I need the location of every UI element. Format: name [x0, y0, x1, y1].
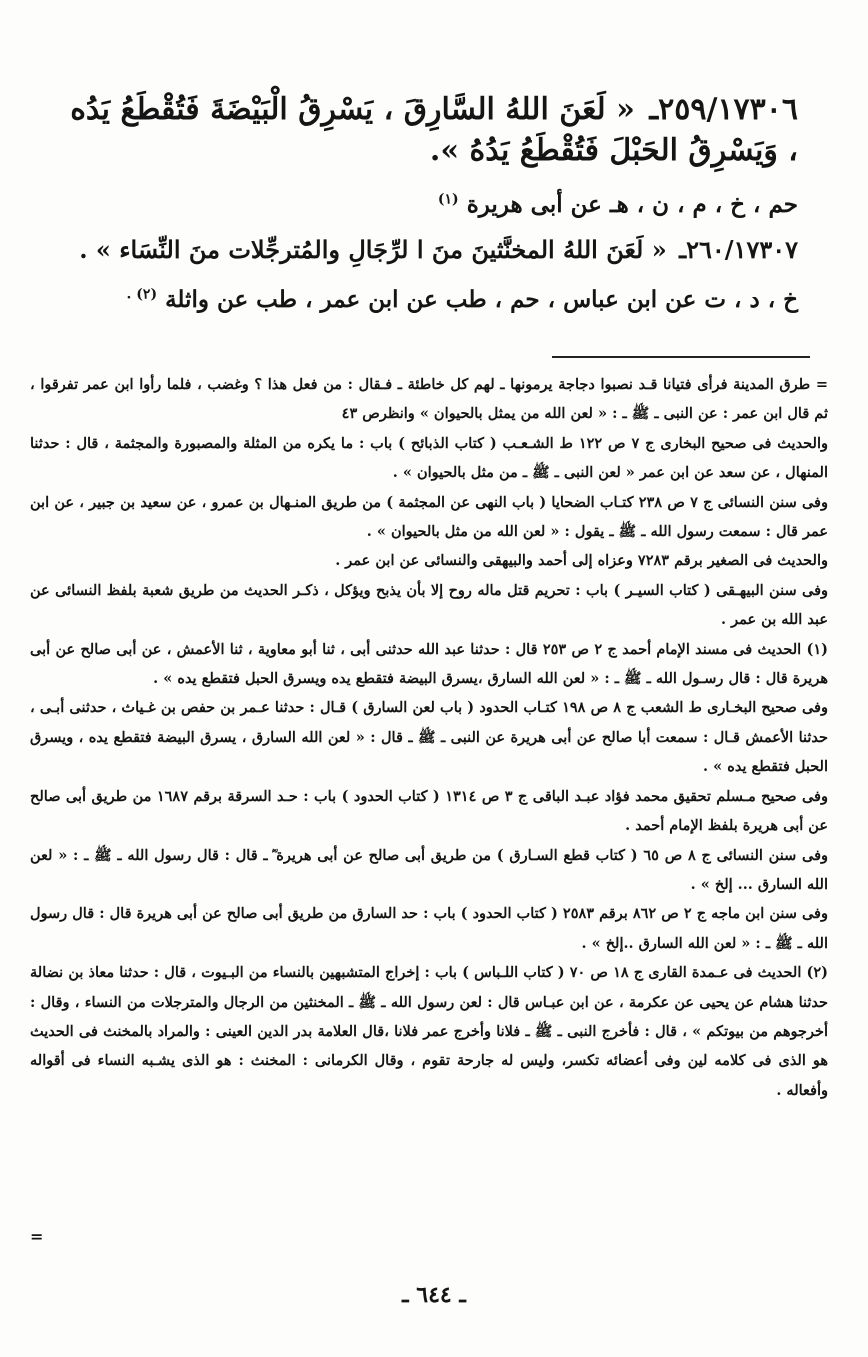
hadith-matn: « لَعَنَ اللهُ المخنَّثينَ منَ ا لرِّجَالِ والمُترجِّلات منَ النِّسَاء » .	[79, 235, 667, 265]
footnote-paragraph: وفى سنن البيهـقى ( كتاب السيـر ) باب : تحريم قتل ماله روح إلا بأن يذبح ويؤكل ، ذكـر الحديث من طريق شعبة بلفظ النسائى عن عبد الله بن عمر .	[30, 581, 828, 629]
footnote-ref: (٢) .	[126, 286, 158, 303]
hadith-source	[70, 189, 798, 220]
hadith-matn: « لَعَنَ اللهُ السَّارِقَ ، يَسْرِقُ الْبَيْضَةَ فَتُقْطَعُ يَدُه ، وَيَسْرِقُ الحَبْلَ فَتُقْطَعُ يَدُهُ ».	[70, 92, 798, 168]
footnote-paragraph: وفى سنن النسائى ج ٨ ص ٦٥ ( كتاب قطع السـارق ) من طريق أبى صالح عن أبى هريرة ؓ ـ قال : قال رسول الله ـ ﷺ ـ : « لعن الله السارق ... إلخ » .	[30, 846, 828, 893]
footnotes	[30, 370, 828, 1105]
source-text: خ ، د ، ت عن ابن عباس ، حم ، طب عن ابن عمر ، طب عن واثلة	[165, 286, 798, 314]
footnote-paragraph: وفى سنن ابن ماجه ج ٢ ص ٨٦٢ برقم ٢٥٨٣ ( كتاب الحدود ) باب : حد السارق من طريق أبى صالح عن أبى هريرة قال : قال رسول الله ـ ﷺ ـ : « لعن الله السارق ..إلخ » .	[30, 905, 828, 952]
hadith-source	[70, 284, 798, 315]
footnote-2: (٢) الحديث فى عـمدة القارى ج ١٨ ص ٧٠ ( كتاب اللـباس ) باب : إخراج المتشبهين بالنساء من البـيوت ، قال : حدثنا معاذ بن نضالة حدثنا هشام عن يحيى عن عكرمة ، عن ابن عبـاس قال : لعن رسول الله ـ ﷺ ـ المخنثين من الرجال والمترجلات من النساء ، وقال : أخرجوهم من بيوتكم » ، قال : فأخرج النبى ـ ﷺ ـ فلانا وأخرج عمر فلانا ،قال العلامة بدر الدين العينى : والمراد بالمخنث فى الحديث هو الذى فى كلامه لين وفى أعضائه تكسر، وليس له جارحة تقوم ، وقال الكرمانى : المخنث : هو الذى يشـبه النساء فى أقواله وأفعاله .	[30, 964, 828, 1099]
footnote-paragraph: وفى سنن النسائى ج ٧ ص ٢٣٨ كتـاب الضحايا ( باب النهى عن المجثمة ) من طريق المنـهال بن عمرو ، عن سعيد بن جبير ، عن ابن عمر قال : سمعت رسول الله ـ ﷺ ـ يقول : « لعن الله من مثل بالحيوان » .	[30, 493, 828, 541]
footnote-continuation: = طرق المدينة فرأى فتيانا قـد نصبوا دجاجة يرمونها ـ لهم كل خاطئة ـ فـقال : من فعل هذا ؟ وغضب ، فلما رأوا ابن عمر تفرقوا ، ثم قال ابن عمر : عن النبى ـ ﷺ ـ : « لعن الله من يمثل بالحيوان » وانظرص ٤٣	[30, 376, 828, 423]
footnote-paragraph: والحديث فى الصغير برقم ٧٢٨٣ وعزاه إلى أحمد والبيهقى والنسائى عن ابن عمر .	[335, 552, 828, 570]
footnote-ref: (١)	[437, 191, 459, 208]
hadith-260	[70, 234, 798, 266]
main-text	[70, 90, 798, 315]
hadith-number: ٢٥٩/١٧٣٠٦ـ	[649, 92, 798, 127]
footnote-paragraph: والحديث فى صحيح البخارى ج ٧ ص ١٢٢ ط الشـعـب ( كتاب الذبائح ) باب : ما يكره من المثلة والمصبورة والمجثمة ، قال : حدثنا المنهال ، عن سعد عن ابن عمر « لعن النبى ـ ﷺ ـ من مثل بالحيوان » .	[30, 434, 828, 482]
footnote-divider	[552, 356, 810, 358]
footnote-paragraph: وفى صحيح مـسلم تحقيق محمد فؤاد عبـد الباقى ج ٣ ص ١٣١٤ ( كتاب الحدود ) باب : حـد السرقة برقم ١٦٨٧ من طريق أبى صالح عن أبى هريرة بلفظ الإمام أحمد .	[30, 787, 828, 835]
footnote-paragraph: وفى صحيح البخـارى ط الشعب ج ٨ ص ١٩٨ كتـاب الحدود ( باب لعن السارق ) قـال : حدثنا عـمر بن حفص بن غـياث ، حدثنى أبـى ، حدثنا الأعمش قـال : سمعت أبا صالح عن أبى هريرة عن النبى ـ ﷺ ـ قال : « لعن الله السارق ، يسرق البيضة فتقطع يده ، ويسرق الحبل فتقطع يده » .	[30, 699, 828, 776]
hadith-number: ٢٦٠/١٧٣٠٧ـ	[679, 235, 798, 265]
continuation-mark: =	[30, 1227, 44, 1246]
hadith-259	[70, 90, 798, 171]
page-number: ـ ٦٤٤ ـ	[402, 1282, 466, 1308]
footnote-1: (١) الحديث فى مسند الإمام أحمد ج ٢ ص ٢٥٣ قال : حدثنا عبد الله حدثنى أبى ، ثنا أبو معاوية ، ثنا الأعمش ، عن أبى صالح عن أبى هريرة قال : قال رسـول الله ـ ﷺ ـ : « لعن الله السارق ،يسرق البيضة فتقطع يده ويسرق الحبل فتقطع يده » .	[30, 640, 828, 688]
source-text: حم ، خ ، م ، ن ، هـ عن أبى هريرة	[466, 191, 798, 218]
